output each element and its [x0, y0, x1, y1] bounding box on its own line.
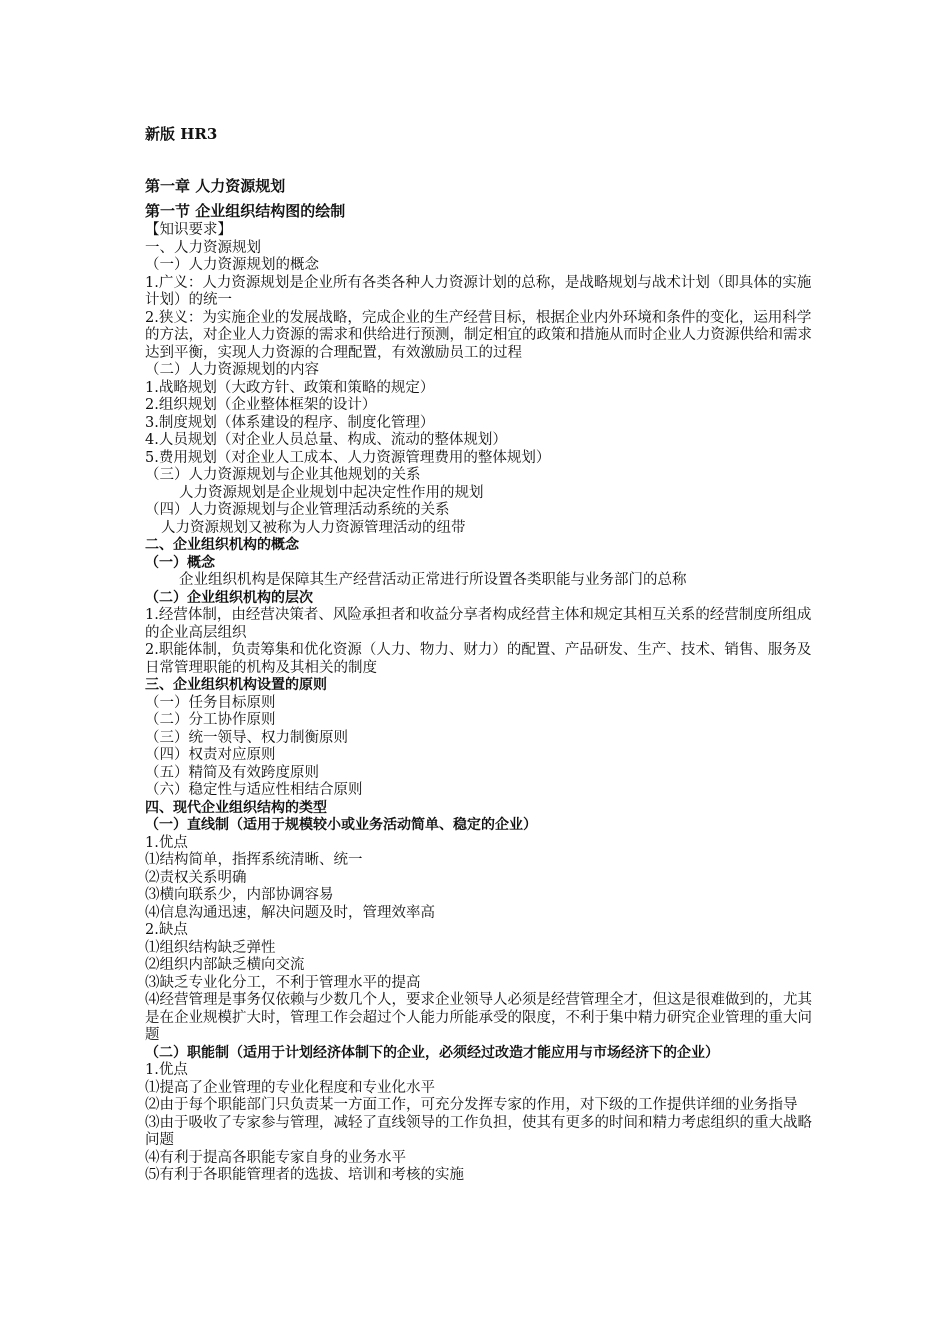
- body-heading: （一）概念: [145, 554, 215, 571]
- body-paragraph: 1.战略规划（大政方针、政策和策略的规定）: [145, 379, 435, 396]
- body-paragraph: （二）人力资源规划的内容: [145, 362, 319, 378]
- body-paragraph: （六）稳定性与适应性相结合原则: [145, 782, 363, 798]
- body-paragraph: ⑴组织结构缺乏弹性: [145, 939, 276, 956]
- body-paragraph: ⑵由于每个职能部门只负责某一方面工作，可充分发挥专家的作用，对下级的工作提供详细的业务指导: [145, 1097, 798, 1113]
- body-paragraph: 3.制度规划（体系建设的程序、制度化管理）: [145, 414, 435, 431]
- body-paragraph: 2.缺点: [145, 922, 188, 938]
- body-paragraph: ⑴结构简单，指挥系统清晰、统一: [145, 852, 363, 868]
- body-heading: （一）直线制（适用于规模较小或业务活动简单、稳定的企业）: [145, 817, 537, 833]
- chapter-heading: 第一章 人力资源规划: [145, 177, 286, 195]
- body-paragraph: 2.组织规划（企业整体框架的设计）: [145, 397, 377, 413]
- body-paragraph: 企业组织机构是保障其生产经营活动正常进行所设置各类职能与业务部门的总称: [179, 572, 687, 588]
- body-paragraph: ⑶缺乏专业化分工，不利于管理水平的提高: [145, 974, 421, 991]
- body-paragraph: 人力资源规划又被称为人力资源管理活动的纽带: [161, 519, 466, 536]
- body-paragraph: ⑵组织内部缺乏横向交流: [145, 957, 305, 973]
- body-paragraph: 1.广义：人力资源规划是企业所有各类各种人力资源计划的总称，是战略规划与战术计划（即具体的实施计划）的统一: [145, 274, 812, 308]
- body-paragraph: 人力资源规划是企业规划中起决定性作用的规划: [179, 484, 484, 501]
- body-paragraph: 一、人力资源规划: [145, 239, 261, 256]
- document-body: [145, 222, 817, 1185]
- body-paragraph: （三）人力资源规划与企业其他规划的关系: [145, 467, 421, 483]
- body-paragraph: 1.经营体制，由经营决策者、风险承担者和收益分享者构成经营主体和规定其相互关系的经营制度所组成的企业高层组织: [145, 607, 812, 641]
- body-paragraph: ⑵责权关系明确: [145, 869, 247, 886]
- body-heading: （二）企业组织机构的层次: [145, 589, 313, 606]
- body-heading: 二、企业组织机构的概念: [145, 537, 299, 553]
- body-paragraph: 1.优点: [145, 834, 188, 851]
- body-paragraph: ⑷有利于提高各职能专家自身的业务水平: [145, 1149, 406, 1166]
- body-paragraph: 2.狭义：为实施企业的发展战略，完成企业的生产经营目标，根据企业内外环境和条件的变化，运用科学的方法，对企业人力资源的需求和供给进行预测，制定相宜的政策和措施从而时企业人力资源供给和需求达到平衡，实现人力资源的合理配置，有效激励员工的过程: [145, 309, 812, 361]
- body-paragraph: （一）任务目标原则: [145, 694, 276, 711]
- body-heading: 三、企业组织机构设置的原则: [145, 677, 327, 693]
- body-paragraph: 1.优点: [145, 1062, 188, 1078]
- document-title: 新版 HR3: [145, 125, 218, 143]
- body-paragraph: （二）分工协作原则: [145, 712, 276, 728]
- body-paragraph: ⑷信息沟通迅速，解决问题及时，管理效率高: [145, 904, 435, 921]
- body-paragraph: 5.费用规划（对企业人工成本、人力资源管理费用的整体规划）: [145, 449, 551, 466]
- body-paragraph: （三）统一领导、权力制衡原则: [145, 729, 348, 746]
- body-paragraph: ⑶由于吸收了专家参与管理，减轻了直线领导的工作负担，使其有更多的时间和精力考虑组织的重大战略问题: [145, 1114, 812, 1148]
- body-heading: 四、现代企业组织结构的类型: [145, 799, 327, 816]
- body-paragraph: 【知识要求】: [145, 222, 232, 238]
- body-paragraph: ⑴提高了企业管理的专业化程度和专业化水平: [145, 1079, 435, 1096]
- body-paragraph: 4.人员规划（对企业人员总量、构成、流动的整体规划）: [145, 432, 507, 448]
- body-paragraph: （五）精简及有效跨度原则: [145, 764, 319, 781]
- body-paragraph: 2.职能体制，负责筹集和优化资源（人力、物力、财力）的配置、产品研发、生产、技术、销售、服务及日常管理职能的机构及其相关的制度: [145, 642, 812, 676]
- body-paragraph: ⑶横向联系少，内部协调容易: [145, 887, 334, 903]
- body-paragraph: ⑸有利于各职能管理者的选拔、培训和考核的实施: [145, 1167, 464, 1183]
- body-heading: （二）职能制（适用于计划经济体制下的企业，必须经过改造才能应用与市场经济下的企业）: [145, 1044, 719, 1061]
- body-paragraph: （四）人力资源规划与企业管理活动系统的关系: [145, 502, 450, 518]
- section-heading: 第一节 企业组织结构图的绘制: [145, 202, 346, 220]
- body-paragraph: （四）权责对应原则: [145, 747, 276, 763]
- body-paragraph: ⑷经营管理是事务仅依赖与少数几个人，要求企业领导人必须是经营管理全才，但这是很难做到的，尤其是在企业规模扩大时，管理工作会超过个人能力所能承受的限度，不利于集中精力研究企业管理的重大问题: [145, 992, 812, 1043]
- body-paragraph: （一）人力资源规划的概念: [145, 257, 319, 273]
